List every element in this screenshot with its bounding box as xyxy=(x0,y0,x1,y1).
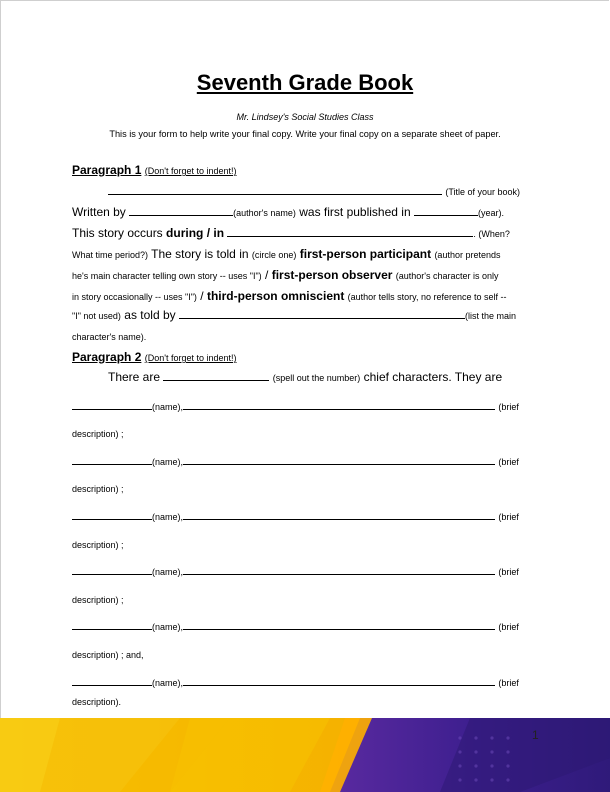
character-row-4 xyxy=(72,563,542,580)
number-blank[interactable] xyxy=(163,369,269,381)
main-char-hint-a: (list the main xyxy=(464,311,517,321)
main-char-hint-b: character's name). xyxy=(72,332,147,342)
during-in-label: during / in xyxy=(166,226,225,240)
option3-desc-b: "I" not used) xyxy=(72,311,121,321)
told-by-label: as told by xyxy=(124,308,176,322)
character-name-blank[interactable] xyxy=(72,398,152,410)
character-desc-label-4 xyxy=(72,591,542,608)
character-desc-blank[interactable] xyxy=(183,674,495,686)
option-first-person-participant[interactable]: first-person participant xyxy=(299,247,432,261)
paragraph1-heading: Paragraph 1 xyxy=(72,163,142,177)
desc-hint: description) ; xyxy=(72,540,124,550)
brief-hint: (brief xyxy=(498,457,519,467)
character-desc-blank[interactable] xyxy=(183,563,495,575)
subtitle: Mr. Lindsey's Social Studies Class xyxy=(236,112,374,122)
observer-line xyxy=(72,267,542,284)
name-hint: (name), xyxy=(152,678,184,688)
brief-hint: (brief xyxy=(498,678,519,688)
story-occurs-label: This story occurs xyxy=(72,226,163,240)
brief-hint: (brief xyxy=(498,567,519,577)
character-row-6 xyxy=(72,674,542,691)
character-row-1 xyxy=(72,398,542,415)
paragraph1-note: (Don't forget to indent!) xyxy=(144,166,237,176)
character-desc-blank[interactable] xyxy=(183,618,495,630)
title-line xyxy=(72,183,542,200)
published-label: was first published in xyxy=(299,205,411,219)
when-hint-b: What time period?) xyxy=(72,250,149,260)
decorative-footer xyxy=(0,718,610,792)
name-hint: (name), xyxy=(152,402,184,412)
option-first-person-observer[interactable]: first-person observer xyxy=(271,268,393,282)
option1-desc-a: (author pretends xyxy=(434,250,501,260)
title-blank[interactable] xyxy=(108,183,442,195)
paragraph2-note: (Don't forget to indent!) xyxy=(144,353,237,363)
slash-1: / xyxy=(265,268,269,282)
character-desc-label-2 xyxy=(72,480,542,497)
option2-desc-a: (author's character is only xyxy=(395,271,499,281)
chief-chars-label: chief characters. They are xyxy=(363,370,503,384)
author-blank[interactable] xyxy=(129,204,233,216)
character-name-blank[interactable] xyxy=(72,508,152,520)
desc-hint: description) ; xyxy=(72,484,124,494)
character-desc-label-3 xyxy=(72,536,542,553)
written-by-line xyxy=(72,204,542,221)
name-hint: (name), xyxy=(152,512,184,522)
year-blank[interactable] xyxy=(414,204,478,216)
brief-hint: (brief xyxy=(498,512,519,522)
option3-desc-a: (author tells story, no reference to self -- xyxy=(347,292,507,302)
name-hint: (name), xyxy=(152,622,184,632)
told-in-label: The story is told in xyxy=(151,247,249,261)
page-number: 1 xyxy=(532,728,539,742)
circle-one-hint: (circle one) xyxy=(251,250,297,260)
there-are-label: There are xyxy=(108,370,161,384)
name-hint: (name), xyxy=(152,457,184,467)
desc-hint: description) ; and, xyxy=(72,650,144,660)
there-are-line xyxy=(72,369,542,386)
paragraph2-heading-line xyxy=(72,349,542,366)
paragraph1-heading-line xyxy=(72,162,542,179)
character-desc-label-6 xyxy=(72,693,542,710)
brief-hint: (brief xyxy=(498,622,519,632)
character-desc-blank[interactable] xyxy=(183,508,495,520)
time-period-blank[interactable] xyxy=(227,225,473,237)
character-name-blank[interactable] xyxy=(72,563,152,575)
author-hint: (author's name) xyxy=(233,208,296,218)
brief-hint: (brief xyxy=(498,402,519,412)
character-row-5 xyxy=(72,618,542,635)
character-desc-blank[interactable] xyxy=(183,398,495,410)
paragraph2-heading: Paragraph 2 xyxy=(72,350,142,364)
character-name-blank[interactable] xyxy=(72,453,152,465)
told-in-line xyxy=(72,246,542,263)
option2-desc-b: in story occasionally -- uses "I") xyxy=(72,292,197,302)
character-row-3 xyxy=(72,508,542,525)
main-character-blank[interactable] xyxy=(179,307,465,319)
page-title: Seventh Grade Book xyxy=(196,70,414,95)
when-hint-a: . (When? xyxy=(473,229,510,239)
omniscient-line xyxy=(72,288,542,305)
character-name-blank[interactable] xyxy=(72,618,152,630)
main-char-line xyxy=(72,328,542,345)
desc-hint: description) ; xyxy=(72,429,124,439)
title-hint: (Title of your book) xyxy=(445,187,521,197)
option1-desc-b: he's main character telling own story -- uses "I") xyxy=(72,271,262,281)
desc-hint: description) ; xyxy=(72,595,124,605)
written-by-label: Written by xyxy=(72,205,126,219)
character-row-2 xyxy=(72,453,542,470)
name-hint: (name), xyxy=(152,567,184,577)
story-occurs-line xyxy=(72,225,542,242)
instructions: This is your form to help write your final copy. Write your final copy on a separate sheet of paper. xyxy=(109,129,501,139)
footer-graphic xyxy=(0,718,610,792)
year-hint: (year). xyxy=(477,208,504,218)
character-name-blank[interactable] xyxy=(72,674,152,686)
character-desc-blank[interactable] xyxy=(183,453,495,465)
option-third-person-omniscient[interactable]: third-person omniscient xyxy=(206,289,345,303)
spell-hint: (spell out the number) xyxy=(272,373,361,383)
told-by-line xyxy=(72,307,542,324)
slash-2: / xyxy=(200,289,204,303)
desc-hint: description). xyxy=(72,697,122,707)
character-desc-label-5 xyxy=(72,646,542,663)
character-desc-label-1 xyxy=(72,425,542,442)
